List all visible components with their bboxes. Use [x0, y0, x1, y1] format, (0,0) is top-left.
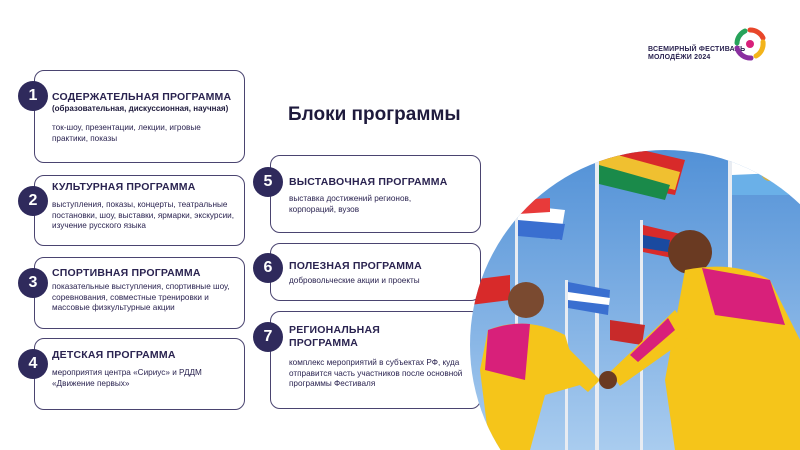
card-number-badge: 2	[18, 186, 48, 216]
card-title: СОДЕРЖАТЕЛЬНАЯ ПРОГРАММА	[52, 91, 232, 103]
card-description: выступления, показы, концерты, театральные постановки, шоу, выставки, ярмарки, экскурсии, изучение русского языка	[52, 200, 234, 230]
program-card-1	[34, 70, 245, 163]
card-number-badge: 3	[18, 268, 48, 298]
card-subtitle: (образовательная, дискуссионная, научная)	[52, 104, 229, 113]
logo-text	[648, 46, 745, 62]
card-description: мероприятия центра «Сириус» и РДДМ «Движение первых»	[52, 368, 202, 388]
card-number-badge: 4	[18, 349, 48, 379]
card-description: показательные выступления, спортивные шоу, соревнования, совместные тренировки и массовые физкультурные акции	[52, 282, 230, 312]
card-title: РЕГИОНАЛЬНАЯ ПРОГРАММА	[289, 324, 380, 349]
card-title: ДЕТСКАЯ ПРОГРАММА	[52, 349, 176, 361]
card-description: ток-шоу, презентации, лекции, игровые практики, показы	[52, 123, 201, 143]
card-title: ВЫСТАВОЧНАЯ ПРОГРАММА	[289, 176, 448, 188]
card-title: КУЛЬТУРНАЯ ПРОГРАММА	[52, 181, 196, 193]
card-title: ПОЛЕЗНАЯ ПРОГРАММА	[289, 260, 422, 272]
card-number-badge: 5	[253, 167, 283, 197]
card-number-badge: 7	[253, 322, 283, 352]
card-title: СПОРТИВНАЯ ПРОГРАММА	[52, 267, 201, 279]
logo-line-1: ВСЕМИРНЫЙ ФЕСТИВАЛЬ	[648, 46, 746, 53]
card-description: выставка достижений регионов, корпораций, вузов	[289, 194, 412, 214]
festival-logo	[648, 24, 768, 72]
page-title: Блоки программы	[288, 104, 461, 125]
card-number-badge: 1	[18, 81, 48, 111]
logo-line-2: МОЛОДЁЖИ 2024	[648, 54, 711, 61]
festival-logo-icon	[732, 26, 768, 62]
card-description: комплекс мероприятий в субъектах РФ, куда отправится часть участников после основной программы Фестиваля	[289, 358, 463, 388]
card-number-badge: 6	[253, 253, 283, 283]
festival-photo	[470, 140, 800, 450]
card-description: добровольческие акции и проекты	[289, 276, 420, 285]
